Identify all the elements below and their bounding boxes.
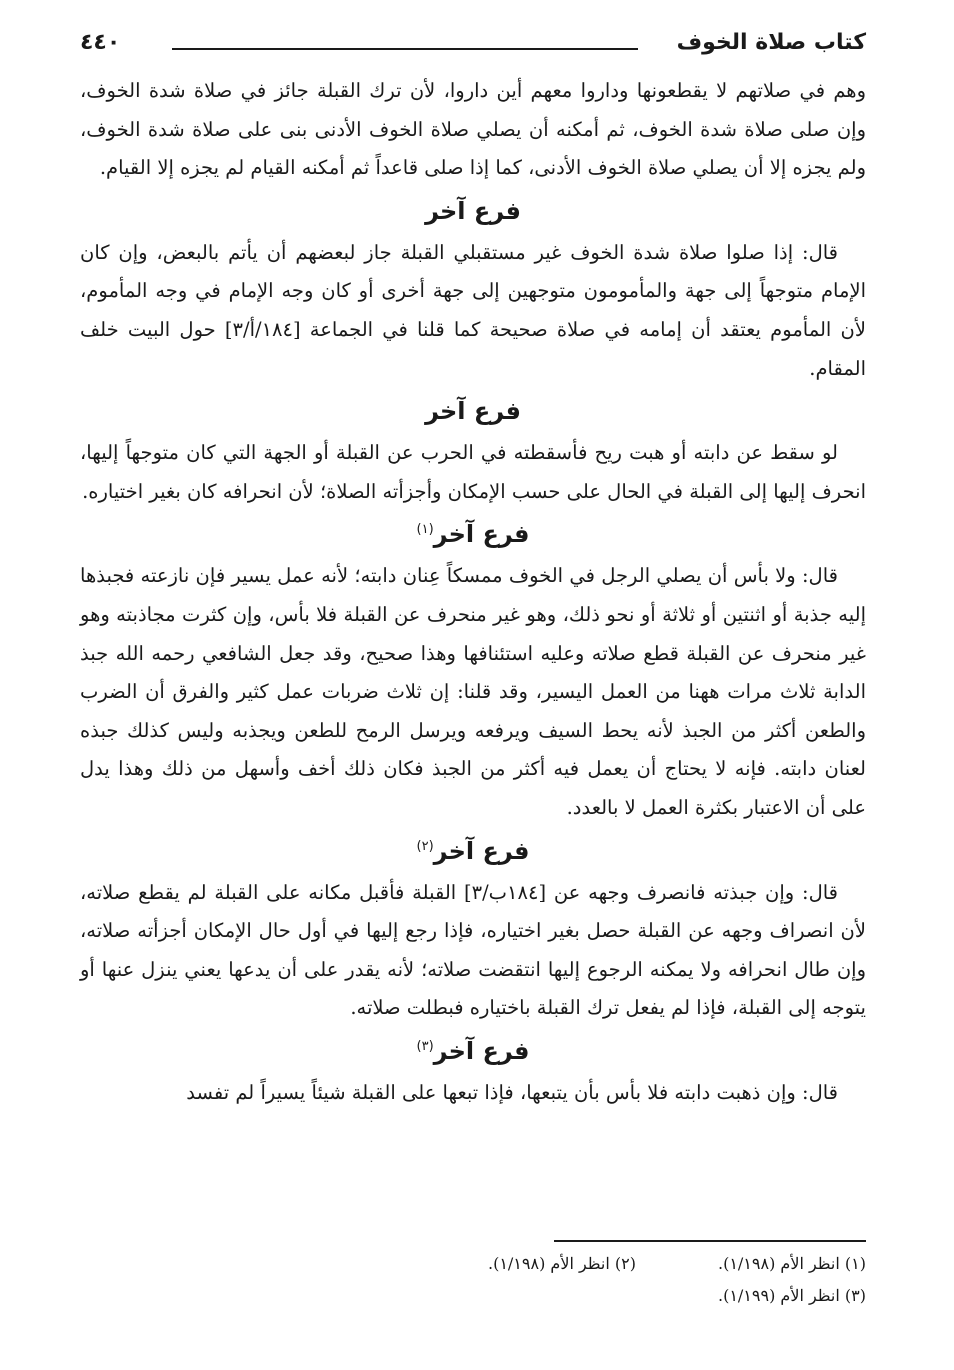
heading-text: فرع آخر bbox=[425, 397, 521, 426]
footnote-row bbox=[80, 1248, 866, 1280]
footnotes bbox=[80, 1248, 866, 1312]
paragraph: قال: وإن جبذته فانصرف وجهه عن [١٨٤ب/٣] القبلة فأقبل مكانه على القبلة لم يقطع صلاته، لأن انصراف وجهه عن القبلة حصل بغير اختياره، فإذا رجع إليها في أول حال الإمكان أجزأته صلاته، وإن طال انحرافه ولا يمكنه الرجوع إليها انتقضت صلاته؛ لأنه يقدر على أن يدعها يعني ينزل عنها أو يتوجه إلى القبلة، فإذا لم يفعل ترك القبلة باختياره فبطلت صلاته. bbox=[80, 880, 866, 1020]
section-heading bbox=[80, 188, 866, 234]
footnote: (١) انظر الأم (١/١٩٨). bbox=[717, 1254, 866, 1273]
paragraph: وهم في صلاتهم لا يقطعونها وداروا معهم أين داروا، لأن ترك القبلة جائز في صلاة شدة الخوف، وإن صلى صلاة شدة الخوف، ثم أمكنه أن يصلي صلاة الخوف الأدنى بنى على صلاة شدة الخوف، ولم يجزه إلا أن يصلي صلاة الخوف الأدنى، كما إذا صلى قاعداً ثم أمكنه القيام لم يجزه إلا القيام. bbox=[80, 79, 866, 180]
footnote-marker: (٣) bbox=[416, 1038, 434, 1054]
heading-text: فرع آخر bbox=[433, 520, 530, 549]
page-header bbox=[80, 28, 866, 68]
paragraph: قال: وإن ذهبت دابته فلا بأس بأن يتبعها، فإذا تبعها على القبلة شيئاً يسيراً لم تفسد bbox=[186, 1080, 838, 1104]
footnote-marker: (١) bbox=[416, 522, 434, 538]
page-body bbox=[80, 72, 866, 1112]
heading-text: فرع آخر bbox=[433, 836, 530, 865]
footnote-rule bbox=[554, 1240, 866, 1242]
section-heading bbox=[80, 511, 866, 557]
page-number: ٤٤٠ bbox=[80, 30, 121, 55]
paragraph: لو سقط عن دابته أو هبت ريح فأسقطته في الحرب عن القبلة أو الجهة التي كان متوجهاً إليها، انحرف إليها إلى القبلة في الحال على حسب الإمكان وأجزأته الصلاة؛ لأن انحرافه كان بغير اختياره. bbox=[80, 441, 866, 503]
footnote: (٣) انظر الأم (١/١٩٩). bbox=[717, 1286, 866, 1305]
heading-text: فرع آخر bbox=[433, 1036, 530, 1065]
paragraph: قال: إذا صلوا صلاة شدة الخوف غير مستقبلي القبلة جاز لبعضهم أن يأتم بالبعض، وإن كان الإمام متوجهاً إلى جهة والمأمومون متوجهين إلى جهة أخرى أو كان وجه الإمام في وجه المأموم، لأن المأموم يعتقد أن إمامه في صلاة صحيحة كما قلنا في الجماعة [١٨٤/أ/٣] حول البيت خلف المقام. bbox=[80, 240, 866, 380]
header-rule bbox=[172, 48, 638, 50]
heading-text: فرع آخر bbox=[425, 196, 521, 225]
paragraph: قال: ولا بأس أن يصلي الرجل في الخوف ممسكاً عِنان دابته؛ لأنه عمل يسير فإن نازعته فجبذها إليه جذبة أو اثنتين أو ثلاثة أو نحو ذلك، وهو غير منحرف عن القبلة فلا بأس، وإن كثرت مجاذبته وهو غير منحرف عن القبلة قطع صلاته وعليه استئنافها وهذا صحيح، وقد جعل الشافعي رحمه الله جبذ الدابة ثلاث مرات ههنا من العمل اليسير، وقد قلنا: إن ثلاث ضربات عمل كثير والفرق أن الضرب والطعن أكثر من الجبذ لأنه يحط السيف ويرفعه ويرسل الرمح للطعن ويجذبه وليس كذلك جبذه لعنان دابته. فإنه لا يحتاج أن يعمل فيه أكثر من الجبذ فكان ذلك أخف وأسهل من ذلك وهذا يدل على أن الاعتبار بكثرة العمل لا بالعدد. bbox=[80, 564, 866, 819]
section-heading bbox=[80, 828, 866, 874]
section-heading bbox=[80, 388, 866, 434]
running-title: كتاب صلاة الخوف bbox=[676, 30, 866, 55]
footnote-marker: (٢) bbox=[416, 838, 434, 854]
section-heading bbox=[80, 1028, 866, 1074]
footnote: (٢) انظر الأم (١/١٩٨). bbox=[487, 1254, 636, 1273]
footnote-row bbox=[80, 1280, 866, 1312]
